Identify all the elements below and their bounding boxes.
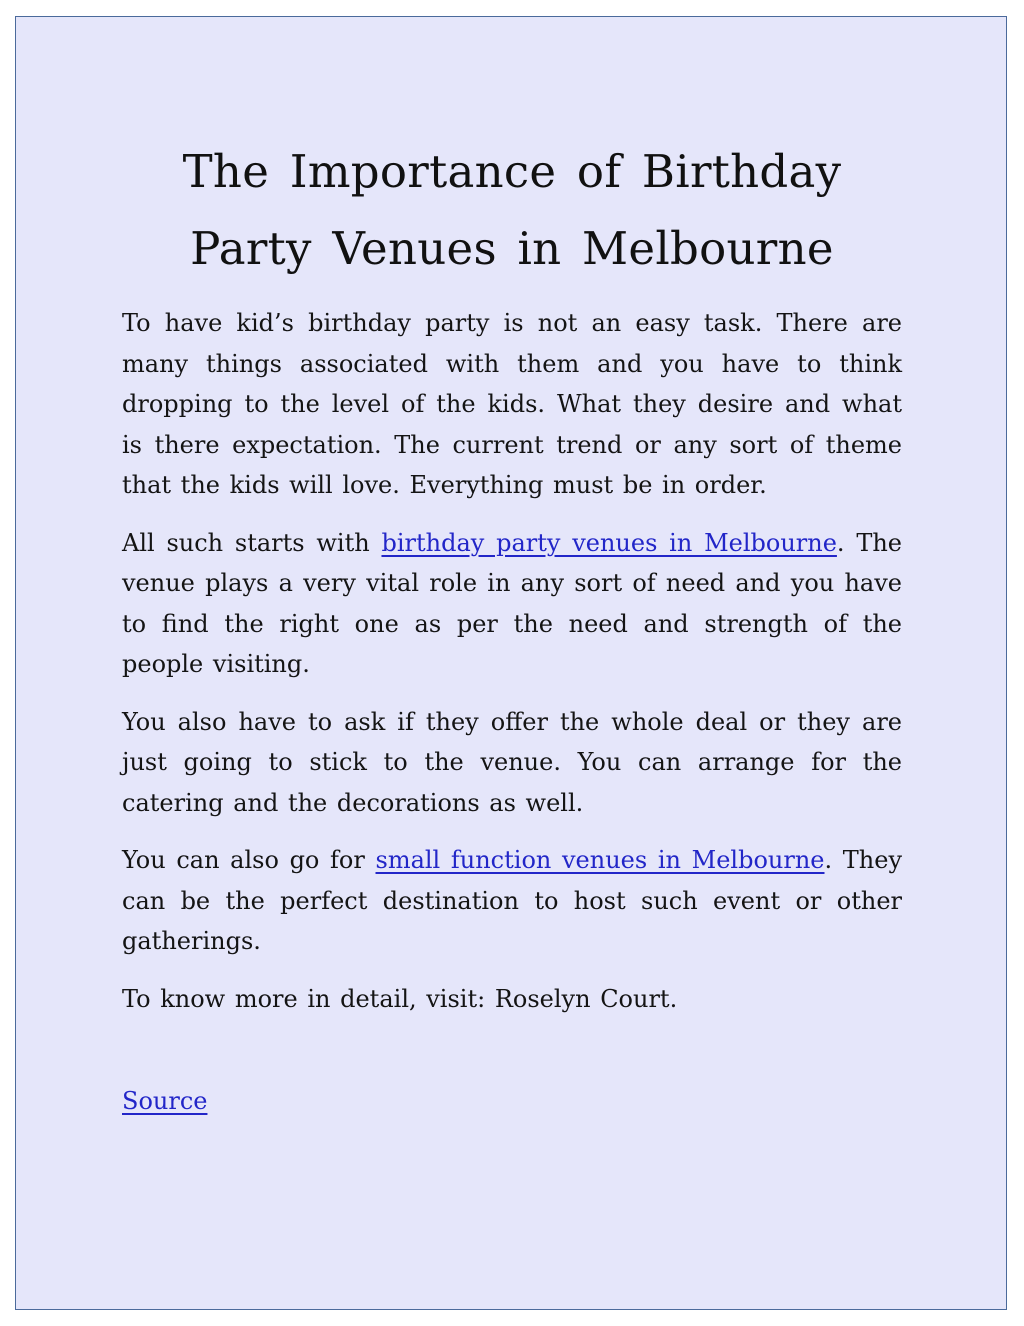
paragraph-intro: To have kid’s birthday party is not an easy task. There are many things associated with them and you have to think dropping to the level of the kids. What they desire and what is there expectation. The current trend or any sort of theme that the kids will love. Everything must be in order. [122,309,902,499]
paragraph-venues-text-before: All such starts with [122,528,382,557]
document-page [15,16,1007,1310]
source-line [122,1081,902,1122]
paragraph-venues-text-after: . The venue plays a very vital role in any sort of need and you have to find the right one as per the need and strength of the people visiting. [122,528,902,678]
paragraph-small-venues [122,840,902,962]
paragraph-venues [122,523,902,685]
paragraph-small-venues-text-before: You can also go for [122,846,376,874]
source-link[interactable]: Source [122,1087,208,1115]
paragraph-deal: You also have to ask if they offer the whole deal or they are just going to stick to the venue. You can arrange for the catering and the decorations as well. [122,707,902,817]
paragraph-small-venues-text-after: . They can be the perfect destination to host such event or other gatherings. [122,846,903,955]
birthday-venues-link[interactable]: birthday party venues in Melbourne [381,528,837,557]
document-title: The Importance of Birthday Party Venues in Melbourne [182,145,842,275]
small-function-venues-link[interactable]: small function venues in Melbourne [375,846,825,874]
paragraph-more-info: To know more in detail, visit: Roselyn Court. [122,984,678,1013]
document-content [122,133,902,1139]
